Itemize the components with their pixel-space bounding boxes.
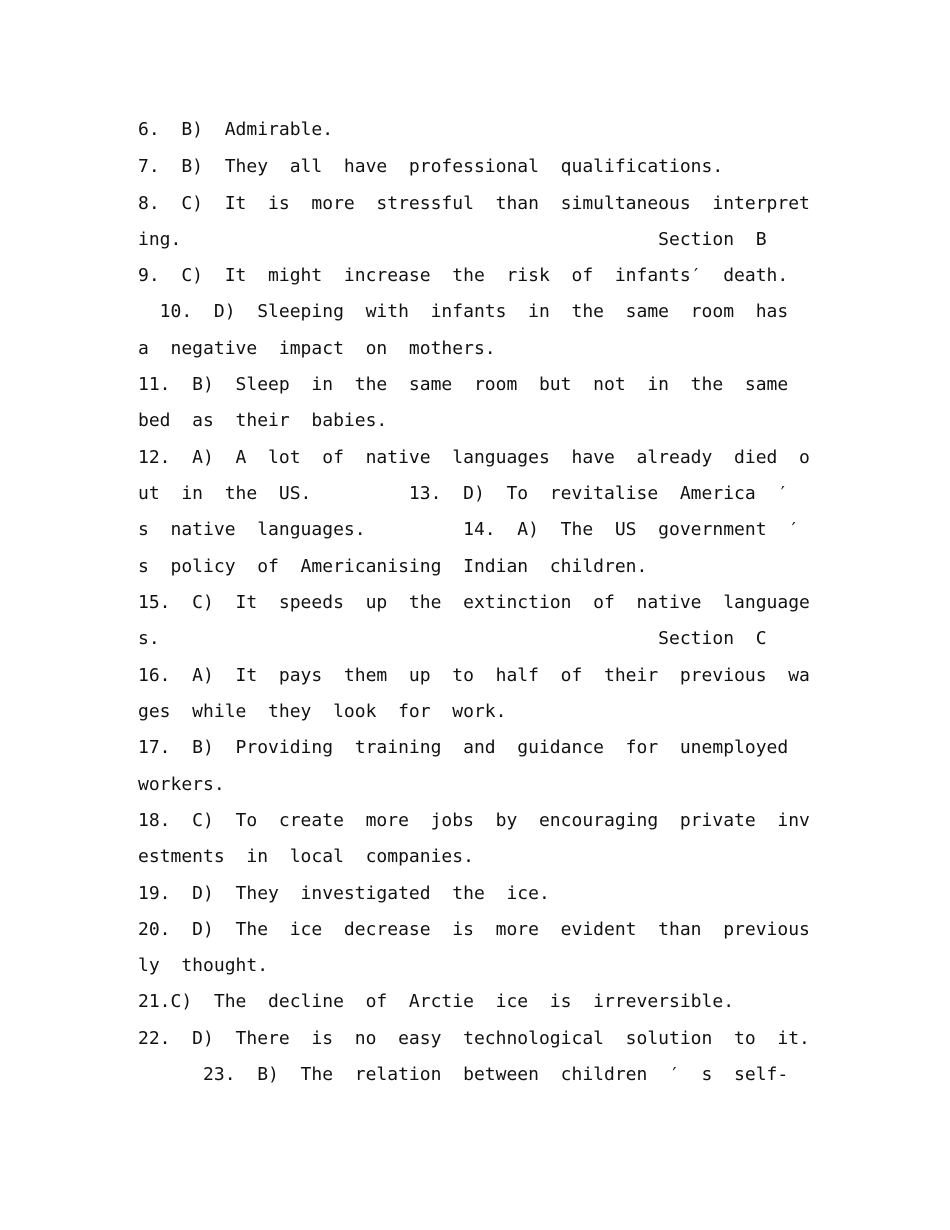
answer-line-9: 9. C) It might increase the risk of infants′ death. <box>138 265 789 286</box>
answer-line-19: 19. D) They investigated the ice. <box>138 883 550 904</box>
answer-line-18-cont: estments in local companies. <box>138 846 474 867</box>
answer-line-11: 11. B) Sleep in the same room but not in the same <box>138 374 789 395</box>
answer-line-8-cont-section-b: ing. Section B <box>138 229 767 250</box>
answer-line-8: 8. C) It is more stressful than simultaneous interpret <box>138 193 810 214</box>
answer-line-17: 17. B) Providing training and guidance for unemployed <box>138 737 789 758</box>
answer-line-16: 16. A) It pays them up to half of their previous wa <box>138 665 810 686</box>
answer-line-12: 12. A) A lot of native languages have already died o <box>138 447 810 468</box>
answer-line-10-cont: a negative impact on mothers. <box>138 338 496 359</box>
answer-line-14-cont: s policy of Americanising Indian children. <box>138 556 648 577</box>
answer-line-13-14: s native languages. 14. A) The US government ′ <box>138 519 800 540</box>
answer-line-17-cont: workers. <box>138 774 225 795</box>
answer-line-7: 7. B) They all have professional qualifications. <box>138 156 724 177</box>
answer-line-11-cont: bed as their babies. <box>138 410 388 431</box>
answer-line-21: 21.C) The decline of Arctie ice is irreversible. <box>138 991 735 1012</box>
answer-line-15-cont-section-c: s. Section C <box>138 628 767 649</box>
answer-line-12-13: ut in the US. 13. D) To revitalise America ′ <box>138 483 789 504</box>
answer-line-6: 6. B) Admirable. <box>138 119 334 140</box>
answer-line-22: 22. D) There is no easy technological solution to it. <box>138 1028 810 1049</box>
answer-line-23: 23. B) The relation between children ′ s self- <box>138 1064 789 1085</box>
answer-line-10: 10. D) Sleeping with infants in the same room has <box>138 301 789 322</box>
answer-line-18: 18. C) To create more jobs by encouraging private inv <box>138 810 810 831</box>
answer-line-16-cont: ges while they look for work. <box>138 701 507 722</box>
answer-line-15: 15. C) It speeds up the extinction of native language <box>138 592 810 613</box>
answer-line-20: 20. D) The ice decrease is more evident than previous <box>138 919 810 940</box>
answer-line-20-cont: ly thought. <box>138 955 269 976</box>
